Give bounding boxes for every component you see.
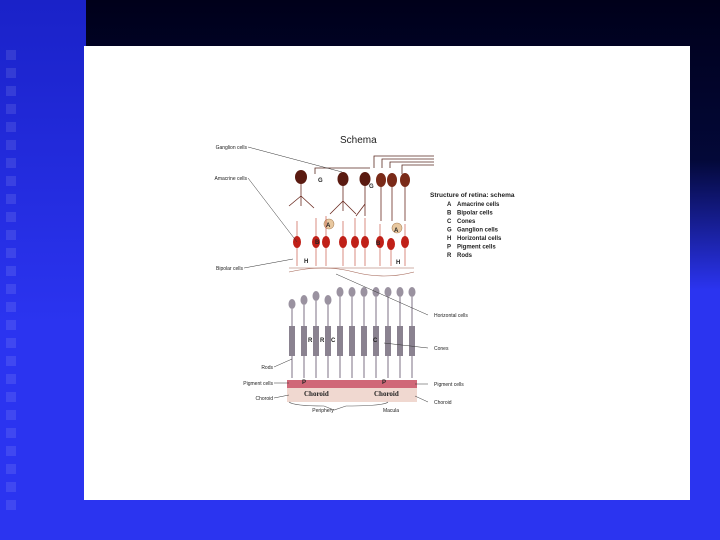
label-pigment-cells-left: Pigment cells [243, 381, 273, 387]
photoreceptor-layer [289, 287, 416, 378]
letter-h-left: H [304, 259, 309, 265]
label-horizontal-cells: Horizontal cells [434, 313, 468, 319]
label-amacrine-cells: Amacrine cells [214, 176, 247, 182]
legend-key-a: A [447, 202, 452, 208]
bipolar-cell-layer [293, 236, 409, 250]
label-cones: Cones [434, 346, 449, 352]
legend-key-p: P [447, 244, 452, 251]
retina-diagram [84, 46, 690, 500]
legend-key-c: C [447, 219, 452, 225]
legend-text-h: Horizontal cells [457, 236, 502, 242]
label-choroid-right: Choroid [434, 400, 452, 406]
label-macula: Macula [382, 408, 400, 414]
left-decorative-strip [0, 0, 86, 540]
legend-text-b: Bipolar cells [457, 210, 493, 217]
label-periphery: Periphery [312, 408, 334, 414]
legend-text-p: Pigment cells [457, 244, 496, 251]
legend-text-g: Ganglion cells [457, 227, 499, 234]
diagram-title: Schema [340, 135, 377, 146]
slide-panel [84, 46, 690, 500]
letter-b-right: B [376, 241, 381, 247]
axon-fibres [315, 156, 434, 174]
letter-a-left: A [326, 223, 331, 229]
label-choroid-left: Choroid [255, 396, 273, 402]
letter-h-right: H [396, 260, 401, 266]
letter-p-right: P [382, 380, 387, 386]
legend-text-c: Cones [457, 219, 476, 225]
label-pigment-cells-right: Pigment cells [434, 382, 464, 388]
letter-p-left: P [302, 380, 307, 386]
choroid-band-label-left: Choroid [304, 390, 329, 398]
letter-r-1: R [308, 338, 313, 344]
letter-g-left: G [318, 178, 323, 184]
label-bipolar-cells: Bipolar cells [216, 266, 243, 272]
choroid-band-label-right: Choroid [374, 390, 399, 398]
legend-key-r: R [447, 253, 452, 259]
ganglion-cell-layer [295, 170, 410, 187]
legend-key-h: H [447, 236, 452, 242]
legend-title: Structure of retina: schema [430, 192, 515, 199]
letter-a-right: A [394, 228, 399, 234]
legend-key-b: B [447, 210, 452, 217]
legend [430, 192, 515, 259]
letter-c-right: C [373, 338, 378, 344]
legend-key-g: G [447, 227, 452, 234]
label-rods: Rods [261, 365, 273, 371]
legend-text-r: Rods [457, 253, 472, 259]
legend-text-a: Amacrine cells [457, 202, 500, 208]
letter-r-2: R [320, 338, 325, 344]
letter-g-right: G [369, 184, 374, 190]
letter-c-left: C [331, 338, 336, 344]
amacrine-cells [324, 219, 402, 233]
label-ganglion-cells: Ganglion cells [215, 145, 247, 151]
ganglion-dendrites [289, 184, 405, 221]
horizontal-cell-plexus [289, 268, 414, 276]
letter-b-left: B [315, 240, 320, 246]
